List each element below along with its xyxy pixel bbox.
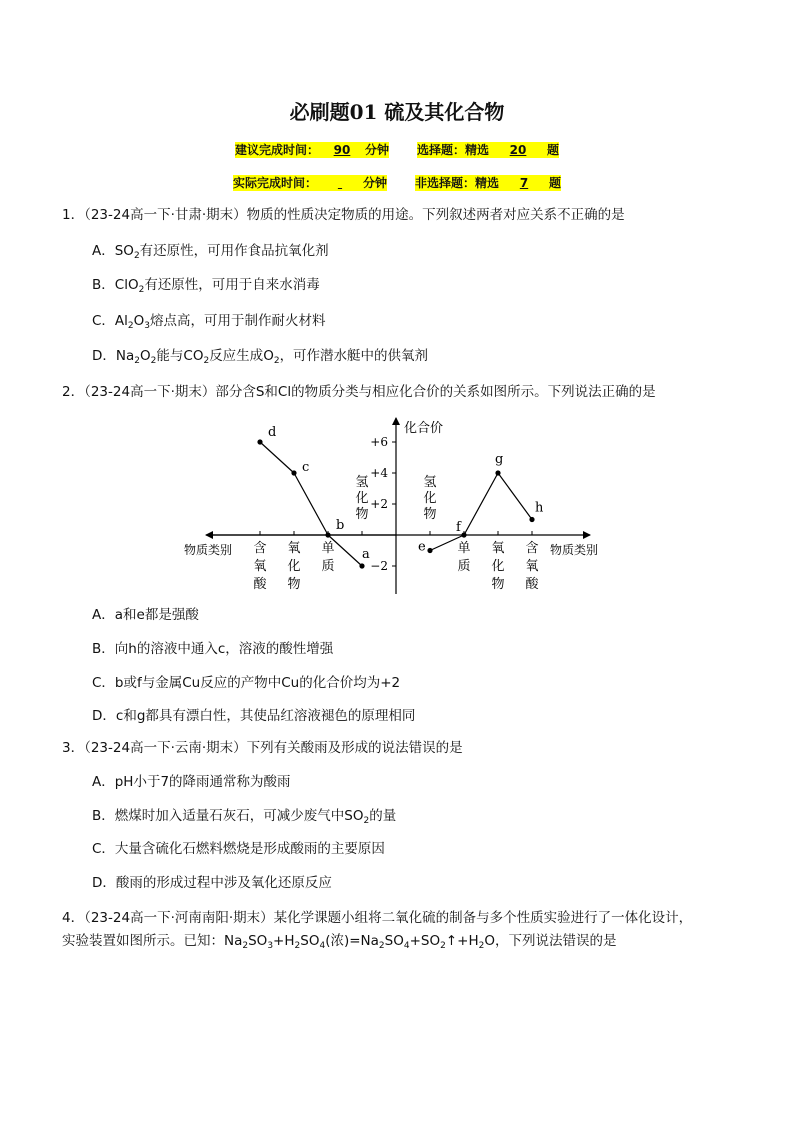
category-label-left: 含 xyxy=(253,541,267,556)
info-suggest-label: 建议完成时间： xyxy=(234,143,319,157)
point-h xyxy=(529,517,534,522)
y-tick-label: +6 xyxy=(370,435,388,449)
info-nonchoice-highlight xyxy=(415,175,561,191)
category-label-right: 物 xyxy=(491,577,505,592)
info-choice-highlight xyxy=(417,142,559,158)
category-label-left: 酸 xyxy=(253,577,267,592)
info-nonchoice-unit: 题 xyxy=(549,176,562,190)
q4-line2-text2: ，下列说法错误的是 xyxy=(495,933,617,949)
series-segment xyxy=(260,442,294,473)
q2-option-c: C．b或f与金属Cu反应的产物中Cu的化合价均为+2 xyxy=(92,675,401,691)
q1-option-d-text1: 能与 xyxy=(156,348,184,364)
series-segment xyxy=(498,473,532,520)
point-label-b: b xyxy=(336,518,345,533)
info-nonchoice-count: 7 xyxy=(519,176,529,190)
q1-option-d-text2: 反应生成 xyxy=(209,348,264,364)
info-actual-highlight xyxy=(233,175,387,191)
q1-option-b: B．ClO$_2$有还原性，可用于自来水消毒 xyxy=(92,277,320,295)
category-label-left: 单 xyxy=(321,541,335,556)
q1-stem: 1．（23-24高一下·甘肃·期末）物质的性质决定物质的用途。下列叙述两者对应关系不正确的是 xyxy=(62,207,625,223)
q3-option-b-text1: B．燃煤时加入适量石灰石，可减少废气中 xyxy=(92,808,345,824)
q3-option-b: B．燃煤时加入适量石灰石，可减少废气中$SO_2$的量 xyxy=(92,808,397,826)
category-label-left: 物 xyxy=(355,507,369,522)
q4-equation-line: 实验装置如图所示。已知：$Na_2SO_3+H_2SO_4$(浓)$=Na_2SO_4+SO_2↑+H_2O$，下列说法错误的是 xyxy=(62,933,617,951)
info-choice-label: 选择题：精选 xyxy=(417,143,490,157)
x-axis-label-right: 物质类别 xyxy=(550,543,599,557)
q1-option-a: A．$SO_2$有还原性，可用作食品抗氧化剂 xyxy=(92,243,329,261)
category-label-left: 质 xyxy=(321,559,335,574)
q2-option-a: A．a和e都是强酸 xyxy=(92,607,199,623)
q3-option-b-text2: 的量 xyxy=(369,808,397,824)
category-label-right: 物 xyxy=(423,507,437,522)
category-label-right: 单 xyxy=(457,541,471,556)
info-nonchoice-label: 非选择题：精选 xyxy=(415,176,500,190)
category-label-right: 氧 xyxy=(491,541,505,556)
category-label-left: 氢 xyxy=(355,475,369,490)
point-label-f: f xyxy=(456,520,461,535)
q1-option-c-text: 熔点高，可用于制作耐火材料 xyxy=(150,313,326,329)
q4-conc: (浓) xyxy=(325,933,350,949)
point-b xyxy=(325,532,330,537)
info-choice-unit: 题 xyxy=(547,143,560,157)
valence-chart xyxy=(0,412,794,598)
q3-option-d: D．酸雨的形成过程中涉及氧化还原反应 xyxy=(92,875,332,891)
info-suggest-highlight xyxy=(235,142,389,158)
q3-option-c: C．大量含硫化石燃料燃烧是形成酸雨的主要原因 xyxy=(92,841,385,857)
category-label-right: 氧 xyxy=(525,559,539,574)
category-label-right: 氢 xyxy=(423,475,437,490)
point-f xyxy=(461,532,466,537)
q2-stem: 2．（23-24高一下·期末）部分含S和Cl的物质分类与相应化合价的关系如图所示。下列说法正确的是 xyxy=(62,384,656,400)
point-e xyxy=(427,548,432,553)
info-row-actual xyxy=(0,174,794,191)
info-actual-unit: 分钟 xyxy=(362,176,387,190)
y-tick-label: +2 xyxy=(370,497,388,511)
point-label-h: h xyxy=(535,500,544,516)
category-label-right: 酸 xyxy=(525,577,539,592)
q1-option-d-text3: ，可作潜水艇中的供氧剂 xyxy=(279,348,429,364)
q1-option-b-text: 有还原性，可用于自来水消毒 xyxy=(144,277,320,293)
info-suggest-unit: 分钟 xyxy=(364,143,389,157)
series-segment xyxy=(294,473,328,535)
category-label-right: 化 xyxy=(423,491,437,506)
category-label-left: 氧 xyxy=(253,559,267,574)
q4-stem: 4．（23-24高一下·河南南阳·期末）某化学课题小组将二氧化硫的制备与多个性质实验进行了一体化设计， xyxy=(62,910,693,926)
info-actual-label: 实际完成时间： xyxy=(232,176,317,190)
info-suggest-minutes: 90 xyxy=(333,143,351,157)
point-c xyxy=(291,470,296,475)
q2-option-d: D．c和g都具有漂白性，其使品红溶液褪色的原理相同 xyxy=(92,708,416,724)
q2-option-b: B．向h的溶液中通入c，溶液的酸性增强 xyxy=(92,641,334,657)
page-title: 必刷题01 硫及其化合物 xyxy=(289,100,505,124)
y-axis-label: 化合价 xyxy=(404,421,444,436)
point-label-e: e xyxy=(418,539,426,555)
info-row-suggested xyxy=(0,141,794,158)
category-label-right: 化 xyxy=(491,559,505,574)
q3-stem: 3．（23-24高一下·云南·期末）下列有关酸雨及形成的说法错误的是 xyxy=(62,740,463,756)
category-label-left: 化 xyxy=(355,491,369,506)
category-label-left: 氧 xyxy=(287,541,301,556)
category-label-right: 质 xyxy=(457,559,471,574)
info-actual-minutes xyxy=(317,176,363,190)
x-axis-label-left: 物质类别 xyxy=(184,543,233,557)
point-label-a: a xyxy=(362,547,370,562)
series-segment xyxy=(464,473,498,535)
q3-option-a: A．pH小于7的降雨通常称为酸雨 xyxy=(92,774,291,790)
point-label-c: c xyxy=(302,460,310,475)
info-choice-count: 20 xyxy=(509,143,527,157)
category-label-right: 含 xyxy=(525,541,539,556)
point-g xyxy=(495,470,500,475)
point-d xyxy=(257,439,262,444)
point-label-g: g xyxy=(495,452,504,467)
point-label-d: d xyxy=(268,425,277,440)
y-tick-label: −2 xyxy=(370,559,388,573)
q1-option-d: D．$Na_2O_2$能与$CO_2$反应生成$O_2$，可作潜水艇中的供氧剂 xyxy=(92,348,429,366)
q1-option-a-text: 有还原性，可用作食品抗氧化剂 xyxy=(139,243,329,259)
q4-line2-text1: 实验装置如图所示。已知： xyxy=(62,933,224,949)
q1-option-c: C．$Al_2O_3$熔点高，可用于制作耐火材料 xyxy=(92,313,326,331)
point-a xyxy=(359,563,364,568)
y-tick-label: +4 xyxy=(370,466,388,480)
category-label-left: 化 xyxy=(287,559,301,574)
category-label-left: 物 xyxy=(287,577,301,592)
